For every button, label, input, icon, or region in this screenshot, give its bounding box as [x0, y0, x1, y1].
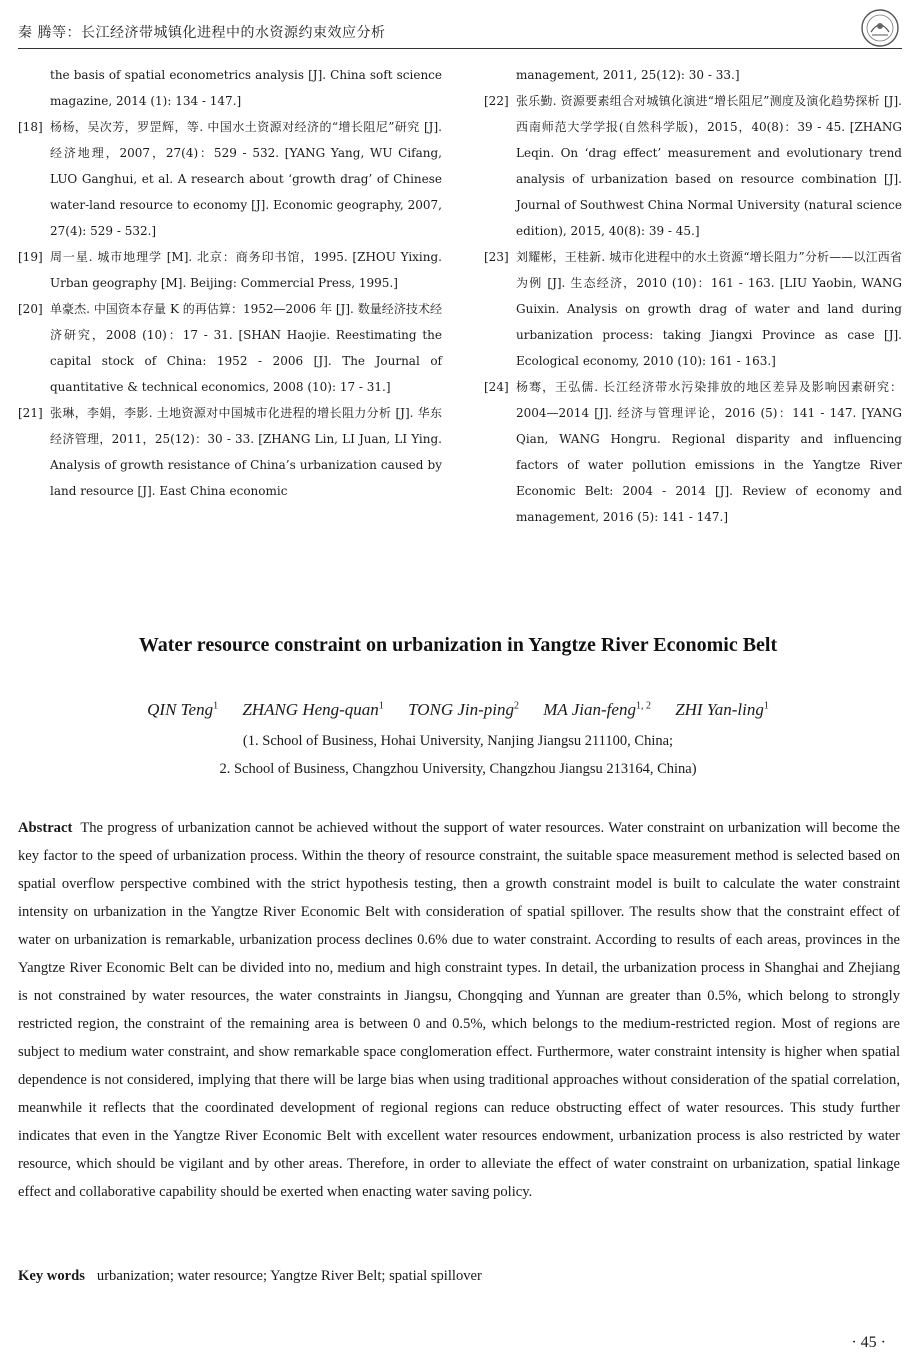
keywords [18, 1262, 900, 1290]
running-title: 秦 腾等：长江经济带城镇化进程中的水资源约束效应分析 [18, 25, 386, 41]
reference-23: [23] 刘耀彬，王桂新. 城市化进程中的水土资源“增长阻力”分析——以江西省为例 [J]. 生态经济，2010 (10)：161 - 163. [LIU Yaobin, WANG Guixin. Analysis on growth drag of water and land during urbanization process: taking Jiangxi Province as case [J]. Ecological economy, 2010 (10): 161 - 163.] [484, 250, 902, 368]
paper-title: Water resource constraint on urbanization in Yangtze River Economic Belt [138, 634, 778, 656]
affiliation-1: (1. School of Business, Hohai University, Nanjing Jiangsu 211100, China; [242, 733, 674, 749]
keywords-text: urbanization; water resource; Yangtze River Belt; spatial spillover [96, 1268, 482, 1284]
author: QIN Teng$^1$ [147, 700, 219, 719]
abstract-text: The progress of urbanization cannot be achieved without the support of water resources. Water constraint on urbanization will become the key factor to the speed of urbanization process. Within the theory of resource constraint, the suitable space measurement method is selected based on spatial overflow perspective combined with the strict hypothesis testing, then a growth constraint model is built to calculate the water constraint intensity on urbanization in the Yangtze River Economic Belt with consideration of spatial spillover. The results show that the constraint effect of water on urbanization is remarkable, urbanization process declines 0.6% due to water constraint. According to results of each areas, provinces in the Yangtze River Economic Belt can be divided into no, medium and high constraint types. In detail, the urbanization process in Shanghai and Zhejiang is not constrained by water resources, the water constraints in Jiangsu, Chongqing and Yunnan are greater than 0.5%, which belong to strongly restricted region, the constraint of the remaining area is between 0 and 0.5%, which belongs to the medium-restricted region. Most of regions are subject to medium water constraint, and show remarkable space conglomeration effect. Furthermore, water constraint intensity is higher when spatial dependence is not considered, implying that there will be large bias when using traditional approaches without consideration of the spatial correlation, meanwhile it reflects that the coordinated development of regional regions can reduce obstructing effect of water resources. This study further indicates that even in the Yangtze River Economic Belt with excellent water resources endowment, urbanization process is also restricted by water resource, which should be vigilant and by other areas. Therefore, in order to alleviate the effect of water constraint on urbanization, spatial linkage effect and collaborative capability should be exerted when enacting water saving policy. [18, 820, 900, 1200]
journal-seal-icon [860, 8, 900, 48]
affiliation-2: 2. School of Business, Changzhou University, Changzhou Jiangsu 213164, China) [219, 761, 697, 777]
reference-17-continuation: the basis of spatial econometrics analysis [J]. China soft science magazine, 2014 (1): 134 - 147.] [50, 68, 442, 108]
reference-19: [19] 周一星. 城市地理学 [M]. 北京：商务印书馆，1995. [ZHOU Yixing. Urban geography [M]. Beijing: Commercial Press, 1995.] [18, 250, 442, 290]
references-left-column [18, 62, 442, 504]
author: ZHANG Heng-quan$^1$ [242, 700, 384, 719]
abstract [18, 814, 900, 1206]
reference-22: [22] 张乐勤. 资源要素组合对城镇化演进“增长阻尼”测度及演化趋势探析 [J]. 西南师范大学学报(自然科学版)，2015，40(8)：39 - 45. [ZHANG Leqin. On ‘drag effect’ measurement and evolutionary trend analysis of urbanization based on resource combination [J]. Journal of Southwest China Normal University (natural science edition), 2015, 40(8): 39 - 45.] [484, 94, 902, 238]
keywords-label: Key words [18, 1268, 85, 1284]
abstract-label: Abstract [18, 820, 73, 836]
reference-20: [20] 单豪杰. 中国资本存量 K 的再估算：1952—2006 年 [J]. 数量经济技术经济研究，2008 (10)：17 - 31. [SHAN Haojie. Reestimating the capital stock of China: 1952 - 2006 [J]. The Journal of quantitative & technical economics, 2008 (10): 17 - 31.] [18, 302, 442, 394]
author: MA Jian-feng$^{1, 2}$ [543, 700, 651, 719]
reference-24: [24] 杨骞，王弘儒. 长江经济带水污染排放的地区差异及影响因素研究：2004—2014 [J]. 经济与管理评论，2016 (5)：141 - 147. [YANG Qian, WANG Hongru. Regional disparity and influencing factors of water pollution emissions in the Yangtze River Economic Belt: 2004 - 2014 [J]. Review of economy and management, 2016 (5): 141 - 147.] [484, 380, 902, 524]
author-list [0, 700, 916, 720]
reference-21-continuation: management, 2011, 25(12): 30 - 33.] [516, 68, 740, 82]
reference-21: [21] 张琳，李娟，李影. 土地资源对中国城市化进程的增长阻力分析 [J]. 华东经济管理，2011，25(12)：30 - 33. [ZHANG Lin, LI Juan, LI Ying. Analysis of growth resistance of China’s urbanization caused by land resource [J]. East China economic [18, 406, 442, 498]
author: ZHI Yan-ling$^1$ [675, 700, 769, 719]
references-right-column [484, 62, 902, 530]
author: TONG Jin-ping$^2$ [408, 700, 520, 719]
page-header [18, 14, 902, 49]
page-number: · 45 · [851, 1334, 886, 1351]
reference-18: [18] 杨杨，吴次芳，罗罡辉，等. 中国水土资源对经济的“增长阻尼”研究 [J]. 经济地理，2007，27(4)：529 - 532. [YANG Yang, WU Cifang, LUO Ganghui, et al. A research about ‘growth drag’ of Chinese water-land resource to economy [J]. Economic geography, 2007, 27(4): 529 - 532.] [18, 120, 442, 238]
